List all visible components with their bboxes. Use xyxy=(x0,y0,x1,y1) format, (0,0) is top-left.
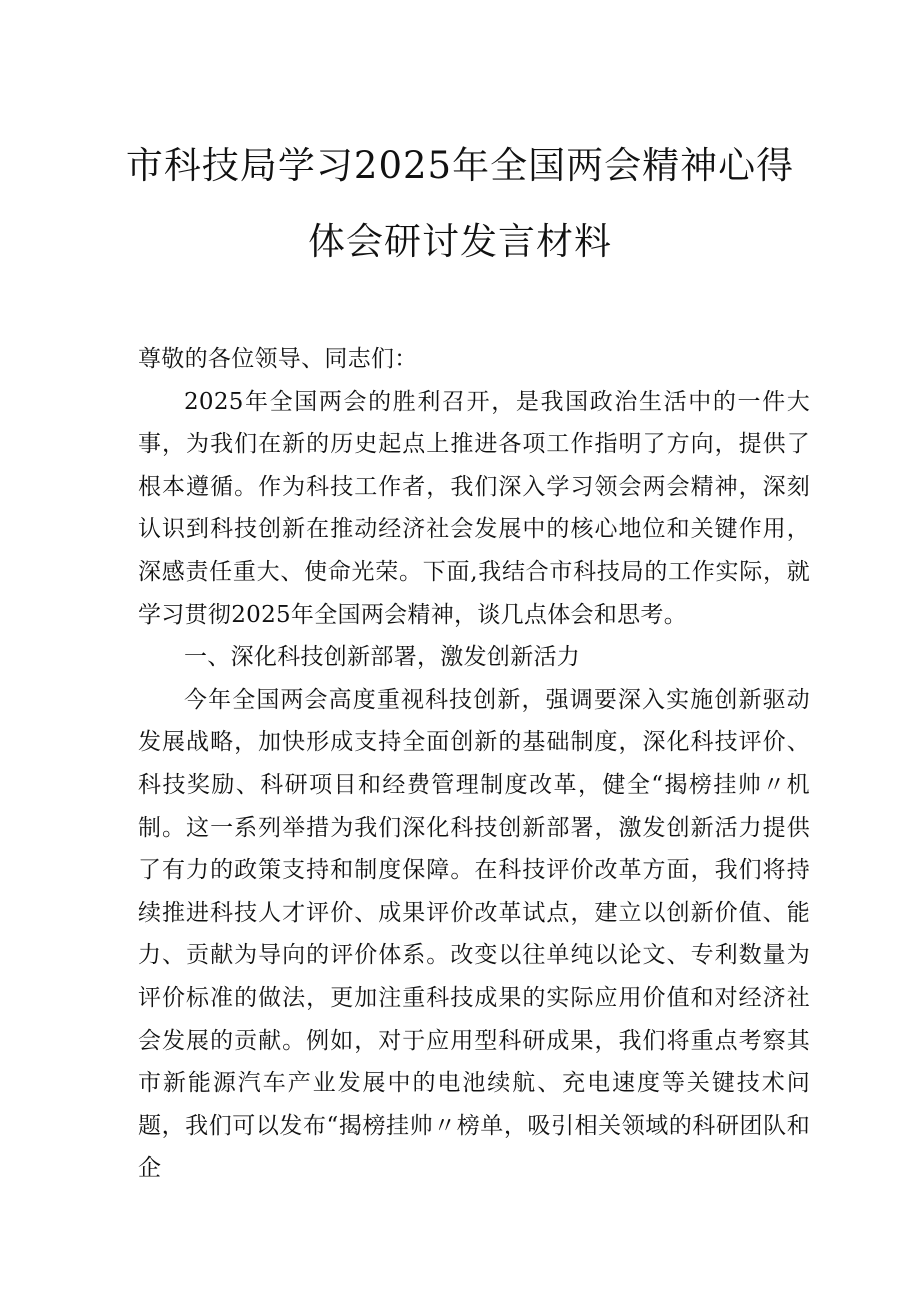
salutation: 尊敬的各位领导、同志们： xyxy=(138,346,418,372)
document-body xyxy=(138,338,810,1190)
section-heading-1: 一、深化科技创新部署，激发创新活力 xyxy=(184,644,581,671)
paragraph-section-1: 今年全国两会高度重视科技创新，强调要深入实施创新驱动发展战略，加快形成支持全面创新的基础制度，深化科技评价、科技奖励、科研项目和经费管理制度改革，健全“揭榜挂帅〃机制。这一系列举措为我们深化科技创新部署，激发创新活力提供了有力的政策支持和制度保障。在科技评价改革方面，我们将持续推进科技人才评价、成果评价改革试点，建立以创新价值、能力、贡献为导向的评价体系。改变以往单纯以论文、专利数量为评价标准的做法，更加注重科技成果的实际应用价值和对经济社会发展的贡献。例如，对于应用型科研成果，我们将重点考察其市新能源汽车产业发展中的电池续航、充电速度等关键技术问题，我们可以发布“揭榜挂帅〃榜单，吸引相关领域的科研团队和企 xyxy=(138,686,810,1182)
document-title-line-2: 体会研讨发言材料 xyxy=(308,220,612,263)
paragraph-intro: 2025年全国两会的胜利召开，是我国政治生活中的一件大事，为我们在新的历史起点上推进各项工作指明了方向，提供了根本遵循。作为科技工作者，我们深入学习领会两会精神，深刻认识到科技创新在推动经济社会发展中的核心地位和关键作用，深感责任重大、使命光荣。下面,我结合市科技局的工作实际，就学习贯彻2025年全国两会精神，谈几点体会和思考。 xyxy=(138,388,810,628)
document-title-line-1: 市科技局学习2025年全国两会精神心得 xyxy=(125,144,795,187)
